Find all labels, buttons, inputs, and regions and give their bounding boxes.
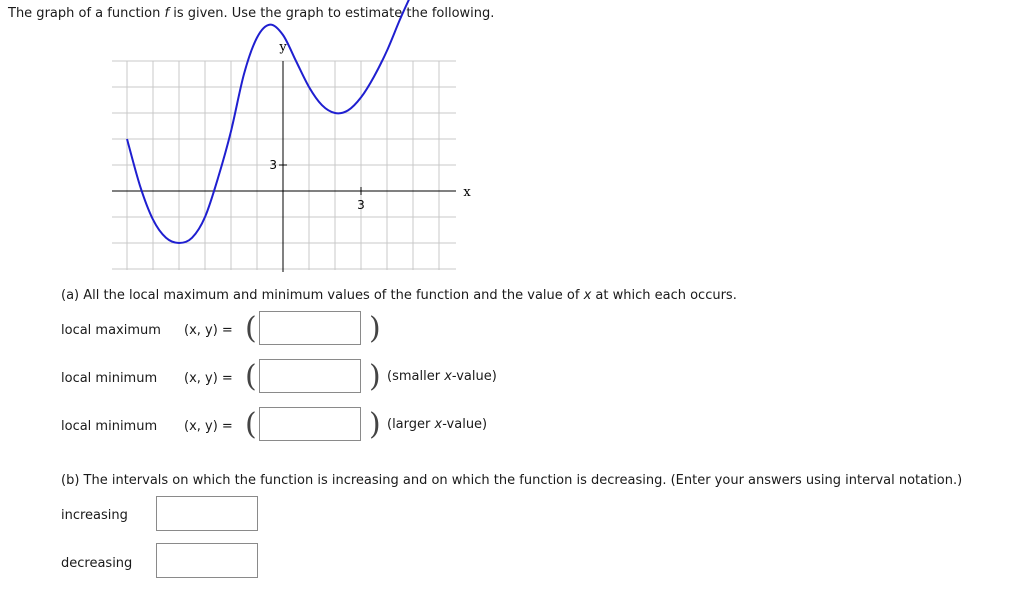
- part-a-prompt-var: x: [583, 288, 592, 303]
- part-a-prompt: [61, 288, 737, 303]
- local-maximum-label: local maximum: [61, 323, 161, 338]
- graph-labels: [269, 40, 471, 212]
- larger-note-after: -value): [442, 417, 488, 432]
- local-minimum-smaller-input[interactable]: [259, 359, 361, 393]
- part-b-prompt: (b) The intervals on which the function is increasing and on which the function is decreasing. (Enter your answers using interval notation.): [61, 473, 963, 488]
- y-axis-label: y: [279, 40, 287, 55]
- y-tick-label: 3: [269, 158, 277, 172]
- local-minimum-smaller-xy-label: (x, y) =: [184, 371, 233, 386]
- local-maximum-input[interactable]: [259, 311, 361, 345]
- graph-curve: [127, 0, 413, 243]
- local-minimum-smaller-open-paren: (: [245, 359, 257, 394]
- function-curve: [127, 0, 413, 243]
- increasing-input[interactable]: [156, 496, 258, 531]
- function-name: f: [164, 6, 170, 21]
- local-minimum-larger-close-paren: ): [369, 407, 381, 442]
- decreasing-input[interactable]: [156, 543, 258, 578]
- local-minimum-larger-input[interactable]: [259, 407, 361, 441]
- local-minimum-larger-label: local minimum: [61, 419, 158, 434]
- larger-x-value-note: [387, 417, 487, 432]
- local-minimum-smaller-close-paren: ): [369, 359, 381, 394]
- local-minimum-larger-xy-label: (x, y) =: [184, 419, 233, 434]
- increasing-label: increasing: [61, 508, 128, 523]
- intro-text-before: The graph of a function: [8, 6, 165, 21]
- local-minimum-larger-open-paren: (: [245, 407, 257, 442]
- local-maximum-close-paren: ): [369, 311, 381, 346]
- local-minimum-smaller-label: local minimum: [61, 371, 158, 386]
- decreasing-label: decreasing: [61, 556, 133, 571]
- graph-axes: [112, 61, 456, 272]
- intro-text-after: is given. Use the graph to estimate the following.: [169, 6, 495, 21]
- larger-note-before: (larger: [387, 417, 435, 432]
- x-tick-label: 3: [357, 198, 365, 212]
- x-axis-label: x: [463, 185, 471, 200]
- function-graph: [0, 0, 1015, 290]
- smaller-note-before: (smaller: [387, 369, 445, 384]
- smaller-x-value-note: [387, 369, 497, 384]
- part-a-prompt-after: at which each occurs.: [591, 288, 737, 303]
- smaller-note-var: x: [444, 369, 452, 384]
- larger-note-var: x: [434, 417, 443, 432]
- local-maximum-open-paren: (: [245, 311, 257, 346]
- smaller-note-after: -value): [451, 369, 497, 384]
- local-maximum-xy-label: (x, y) =: [184, 323, 233, 338]
- part-a-prompt-before: (a) All the local maximum and minimum values of the function and the value of: [61, 288, 584, 303]
